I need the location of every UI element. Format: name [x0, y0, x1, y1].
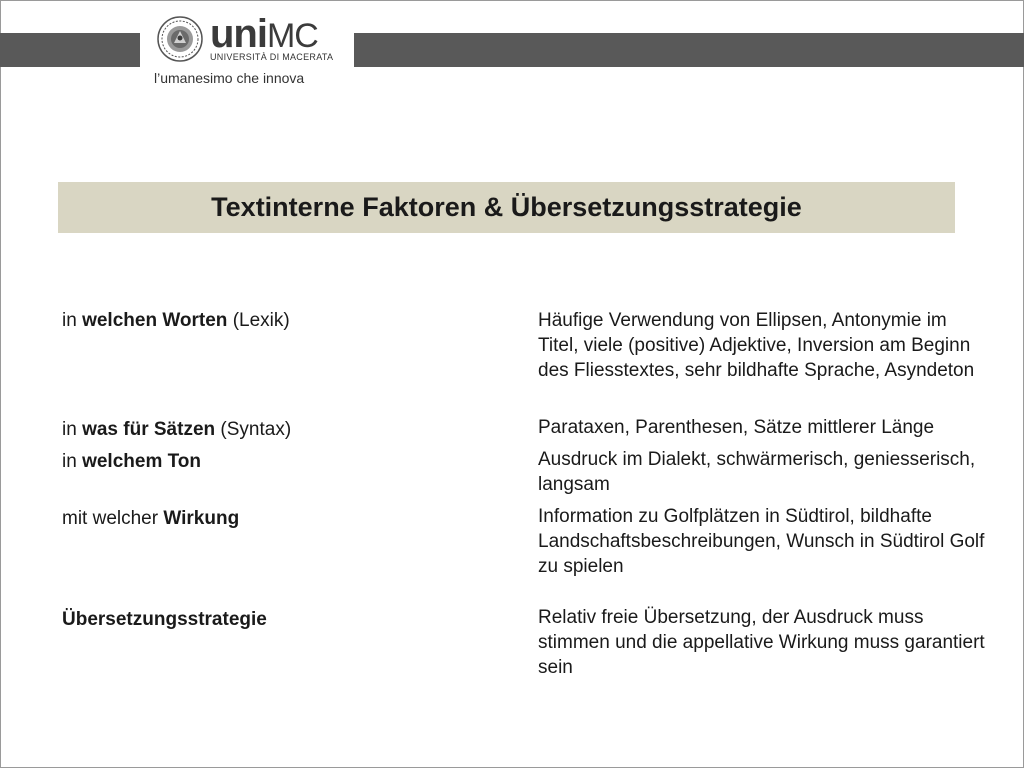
title-band — [58, 182, 955, 233]
row-value-ton: Ausdruck im Dialekt, schwärmerisch, geniesserisch, langsam — [538, 449, 976, 495]
row-value-syntax: Parataxen, Parenthesen, Sätze mittlerer Länge — [538, 417, 935, 438]
logo-wordmark-bold: uni — [210, 12, 267, 56]
row-value-strategie: Relativ freie Übersetzung, der Ausdruck muss stimmen und die appellative Wirkung muss garantiert sein — [538, 607, 985, 678]
seal-icon — [157, 16, 203, 62]
row-value-wirkung: Information zu Golfplätzen in Südtirol, bildhafte Landschaftsbeschreibungen, Wunsch in Südtirol Golf zu spielen — [538, 506, 985, 577]
logo-wordmark — [210, 12, 318, 56]
header-bar-left — [0, 33, 140, 67]
slide-title: Textinterne Faktoren & Übersetzungsstrategie — [211, 192, 802, 222]
row-label-syntax: in was für Sätzen (Syntax) — [62, 419, 292, 440]
row-value-lexik: Häufige Verwendung von Ellipsen, Antonymie im Titel, viele (positive) Adjektive, Inversion am Beginn des Fliesstextes, sehr bildhafte Sprache, Asyndeton — [538, 310, 975, 381]
logo-wordmark-thin: MC — [266, 17, 318, 55]
logo-subtitle: UNIVERSITÀ DI MACERATA — [210, 52, 334, 62]
logo-tagline: l’umanesimo che innova — [154, 70, 305, 86]
university-logo — [148, 12, 346, 90]
row-label-ton: in welchem Ton — [62, 451, 202, 472]
row-label-wirkung: mit welcher Wirkung — [62, 508, 240, 529]
header-bar-right — [354, 33, 1024, 67]
row-label-lexik: in welchen Worten (Lexik) — [62, 310, 290, 331]
row-label-strategie: Übersetzungsstrategie — [62, 609, 267, 630]
